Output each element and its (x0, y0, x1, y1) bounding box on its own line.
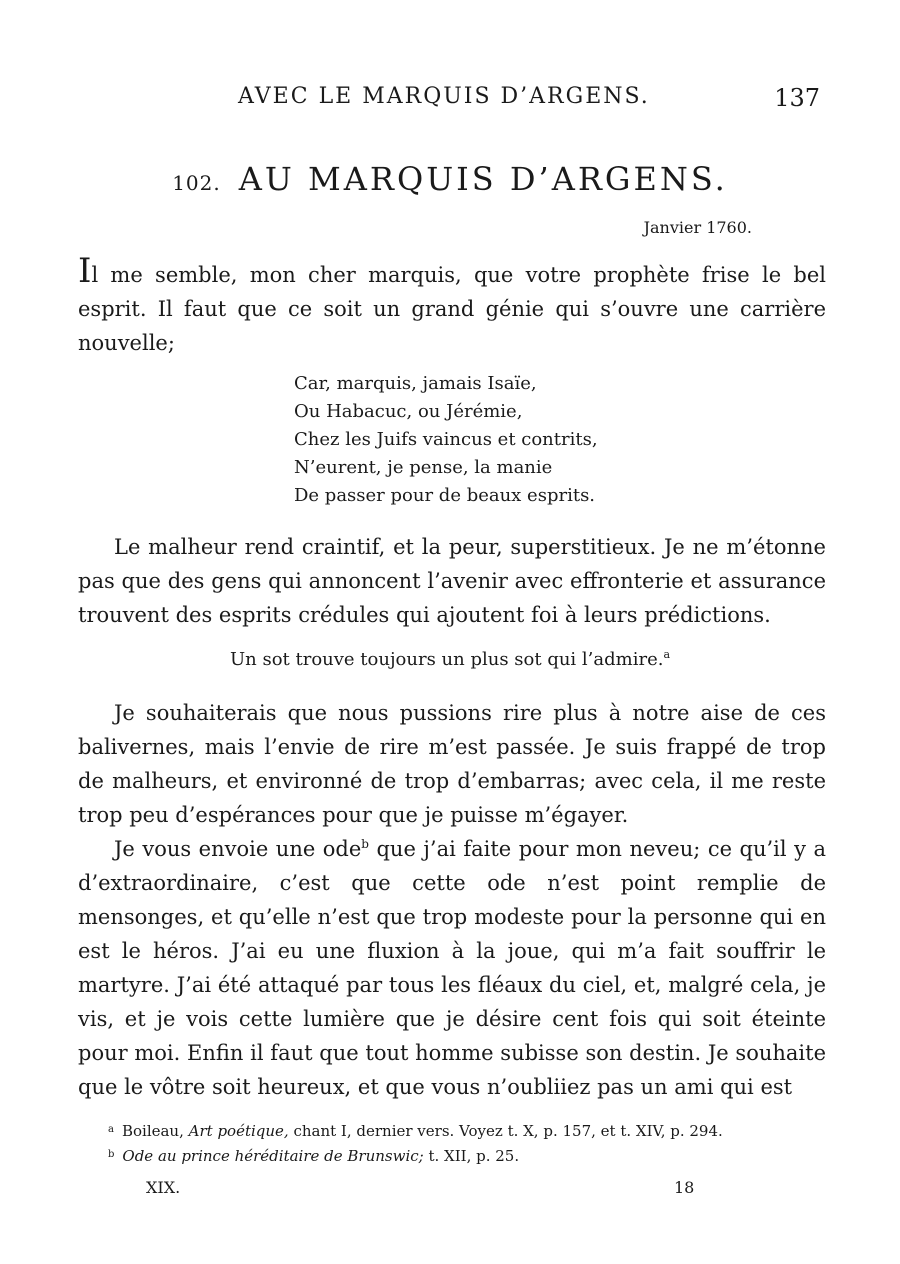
page-number: 137 (774, 84, 820, 112)
footnote-a (108, 1118, 828, 1143)
quote-line (0, 648, 900, 670)
paragraph-1-text: l me semble, mon cher marquis, que votre prophète frise le bel esprit. Il faut que ce soit un grand génie qui s’ouvre une carrière nouvelle; (78, 263, 826, 355)
quote-text: Un sot trouve toujours un plus sot qui l’admire. (229, 649, 664, 670)
footnote-mark: a (108, 1124, 114, 1135)
letter-heading (0, 160, 900, 198)
footnote-ref-a: a (663, 648, 671, 661)
paragraph-4 (78, 832, 826, 1104)
signature-mark: XIX. (146, 1178, 181, 1197)
verse-block (294, 370, 694, 510)
verse-line: Car, marquis, jamais Isaïe, (294, 373, 537, 394)
letter-number: 102. (172, 171, 221, 195)
paragraph-2: Le malheur rend craintif, et la peur, superstitieux. Je ne m’étonne pas que des gens qui annoncent l’avenir avec effronterie et assurance trouvent des esprits crédules qui ajoutent foi à leurs prédictions. (78, 535, 826, 627)
letter-date: Janvier 1760. (643, 218, 752, 237)
footnote-b (108, 1143, 828, 1168)
paragraph-3: Je souhaiterais que nous pussions rire plus à notre aise de ces balivernes, mais l’envie de rire m’est passée. Je suis frappé de trop de malheurs, et environné de trop d’embarras; avec cela, il me reste trop peu d’espérances pour que je puisse m’égayer. (78, 701, 826, 827)
footnote-rest: chant I, dernier vers. Voyez t. X, p. 157, et t. XIV, p. 294. (288, 1122, 723, 1140)
paragraph-4-text-before: Je vous envoie une ode (114, 837, 362, 861)
footnote-rest: t. XII, p. 25. (423, 1147, 520, 1165)
paragraph-1 (78, 251, 826, 360)
footnote-work: Art poétique, (188, 1122, 289, 1140)
letter-title: AU MARQUIS D’ARGENS. (238, 160, 728, 198)
verse-line: De passer pour de beaux esprits. (294, 485, 596, 506)
paragraph-4-text-after: que j’ai faite pour mon neveu; ce qu’il y a d’extraordinaire, c’est que cette ode n’est point remplie de mensonges, et qu’elle n’est que trop modeste pour la personne qui en est le héros. J’ai eu une fluxion à la joue, qui m’a fait souffrir le martyre. J’ai été attaqué par tous les fléaux du ciel, et, malgré cela, je vis, et je vois cette lumière que je désire cent fois qui soit éteinte pour moi. Enfin il faut que tout homme subisse son destin. Je souhaite que le vôtre soit heureux, et que vous n’oubliiez pas un ami qui est (78, 837, 827, 1099)
footnote-work: Ode au prince héréditaire de Brunswic; (122, 1147, 424, 1165)
running-title: AVEC LE MARQUIS D’ARGENS. (238, 84, 650, 109)
verse-line: N’eurent, je pense, la manie (294, 457, 553, 478)
footnote-ref-b: b (361, 837, 369, 851)
drop-cap: I (78, 251, 92, 291)
verse-line: Ou Habacuc, ou Jérémie, (294, 401, 523, 422)
footnotes (108, 1118, 828, 1168)
verse-line: Chez les Juifs vaincus et contrits, (294, 429, 598, 450)
footnote-mark: b (108, 1149, 115, 1160)
sheet-number: 18 (674, 1178, 695, 1197)
footnote-author: Boileau, (121, 1122, 189, 1140)
running-head (0, 84, 900, 116)
